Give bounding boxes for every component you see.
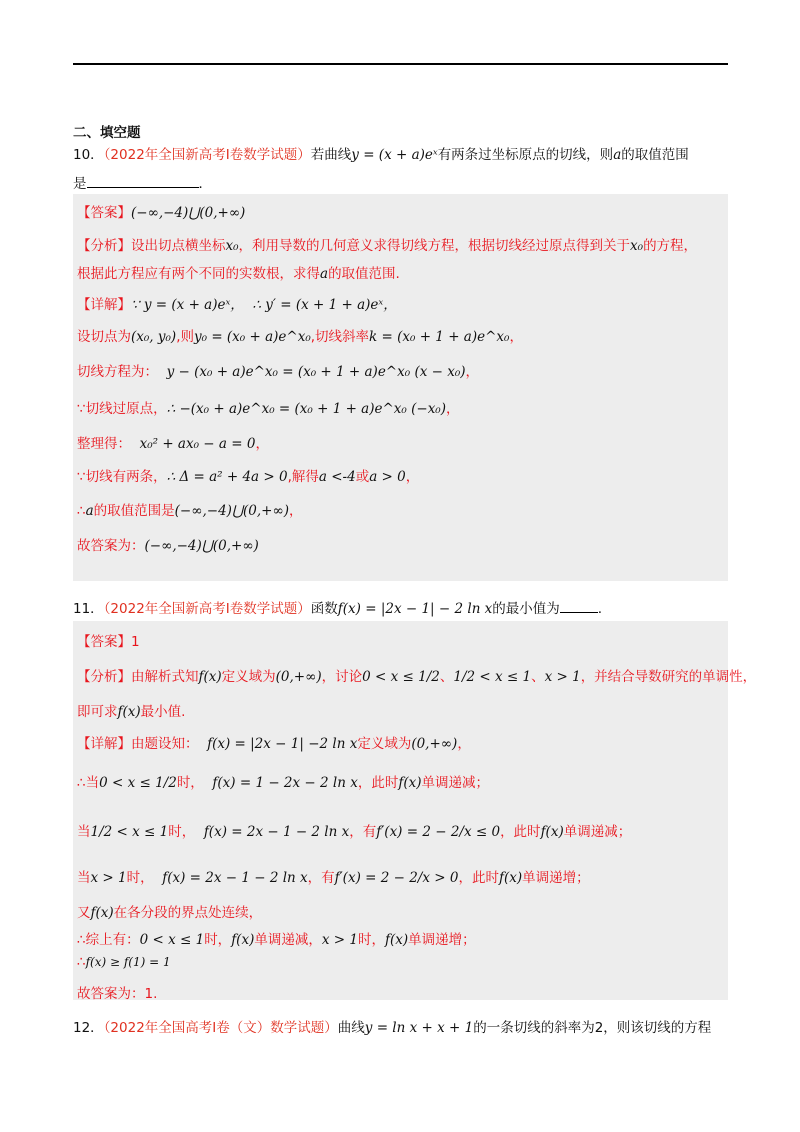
q11-detail-label: 【详解】	[77, 736, 131, 752]
q12-stem	[73, 1016, 711, 1036]
q11-detail-3h: f(x)	[540, 824, 564, 840]
q11-analysis-1i: 、	[531, 669, 545, 685]
q10-detail-6g: ，	[405, 469, 420, 485]
q10-detail-label: 【详解】	[77, 297, 131, 313]
q10-detail-2f: k = (x₀ + 1 + a)e^x₀	[369, 329, 510, 345]
section-title: 二、填空题	[73, 125, 141, 141]
q10-line2: 是	[73, 176, 87, 192]
q11-analysis-2c: 最小值.	[140, 704, 186, 720]
q11-answer-line	[77, 630, 140, 650]
q10-detail-line4	[77, 397, 459, 417]
q11-detail-6g: 时，	[357, 932, 385, 948]
q10-answer-blank	[87, 187, 199, 188]
q10-detail-6b: ∴ Δ = a² + 4a > 0	[166, 469, 288, 485]
q10-detail-7d: (−∞,−4)⋃(0,+∞)	[174, 503, 289, 519]
q10-detail-line1	[77, 293, 397, 313]
q10-detail-4a: ∵切线过原点，	[77, 401, 167, 417]
q10-detail-6d: a <-4	[318, 469, 356, 485]
q10-detail-8a: 故答案为：	[77, 538, 145, 554]
q11-detail-4f: f′(x) = 2 − 2/x > 0	[334, 870, 459, 886]
q10-detail-4b: ∴ −(x₀ + a)e^x₀ = (x₀ + 1 + a)e^x₀ (−x₀)	[166, 401, 446, 417]
q11-detail-5b: f(x)	[90, 905, 114, 921]
q10-analysis-var-a: a	[320, 266, 329, 282]
q10-analysis-x0: x₀	[225, 238, 239, 254]
q10-detail-3a: 切线方程为：	[77, 364, 158, 380]
q10-text-b: 有两条过坐标原点的切线，则	[437, 147, 614, 163]
q11-detail-6a: ∴综上有：	[77, 932, 140, 948]
q11-answer: 1	[131, 634, 140, 650]
q11-detail-3c: 时，	[168, 824, 196, 840]
q10-analysis-label: 【分析】	[77, 238, 131, 254]
q10-line2-end: ．	[198, 176, 212, 192]
q11-detail-4d: f(x) = 2x − 1 − 2 ln x	[162, 870, 308, 886]
q11-analysis-1h: 1/2 < x ≤ 1	[453, 669, 532, 685]
q10-detail-3c: ，	[465, 364, 480, 380]
q11-detail-4c: 时，	[126, 870, 154, 886]
q11-detail-line2	[77, 771, 489, 791]
q10-detail-6a: ∵切线有两条，	[77, 469, 167, 485]
q10-number: 10．	[73, 147, 104, 163]
q11-text-a: 函数	[310, 601, 338, 617]
q10-analysis-line2	[77, 262, 400, 282]
q10-detail-8b: (−∞,−4)⋃(0,+∞)	[144, 538, 259, 554]
q11-answer-label: 【答案】	[77, 634, 131, 650]
q11-analysis-1c: 定义域为	[221, 669, 276, 685]
q10-analysis-x0-2: x₀	[630, 238, 644, 254]
q11-detail-line6	[77, 928, 476, 948]
q11-detail-2c: 时，	[176, 775, 204, 791]
q10-analysis-2b: 的取值范围.	[328, 266, 400, 282]
q10-analysis-line1	[77, 234, 697, 254]
q11-detail-1d: (0,+∞)	[411, 736, 458, 752]
q11-detail-6b: 0 < x ≤ 1	[139, 932, 205, 948]
q10-detail-6f: a > 0	[369, 469, 406, 485]
q10-text-a: 若曲线	[310, 147, 352, 163]
q11-answer-blank	[560, 612, 598, 613]
q10-detail-7b: a	[85, 503, 94, 519]
q12-text-a: 曲线	[337, 1020, 365, 1036]
q12-text-b: 的一条切线的斜率为2，则该切线的方程	[473, 1020, 712, 1036]
q11-detail-7b: f(x) ≥ f(1) = 1	[85, 955, 171, 969]
q11-analysis-label: 【分析】	[77, 669, 131, 685]
q11-detail-6e: 单调递减，	[254, 932, 322, 948]
q11-detail-5c: 在各分段的界点处连续，	[113, 905, 263, 921]
q11-detail-4g: ，此时	[458, 870, 499, 886]
q11-analysis-1f: 0 < x ≤ 1/2	[362, 669, 440, 685]
q11-detail-line1	[77, 732, 471, 752]
q11-detail-3i: 单调递减；	[563, 824, 632, 840]
q11-detail-6d: f(x)	[231, 932, 255, 948]
q11-analysis-1k: ，并结合导数研究的单调性，	[580, 669, 757, 685]
q11-source: （2022年全国新高考Ⅰ卷数学试题）	[103, 601, 311, 617]
q10-detail-2a: 设切点为	[77, 329, 131, 345]
q11-detail-8a: 故答案为：1.	[77, 986, 158, 1002]
q10-detail-7a: ∴	[77, 503, 86, 519]
q11-detail-line3	[77, 820, 631, 840]
q10-detail-7c: 的取值范围是	[93, 503, 175, 519]
q10-detail-1b: ∴ y′ = (x + 1 + a)eˣ，	[252, 297, 397, 313]
q11-detail-2f: f(x)	[398, 775, 422, 791]
q11-detail-5a: 又	[77, 905, 91, 921]
q10-detail-2d: y₀ = (x₀ + a)e^x₀	[193, 329, 311, 345]
q10-detail-6e: 或	[355, 469, 370, 485]
q11-text-b: 的最小值为	[492, 601, 560, 617]
q11-detail-2a: ∴当	[77, 775, 100, 791]
q11-analysis-line1	[77, 665, 756, 685]
q10-detail-line2	[77, 325, 523, 345]
q11-detail-line5	[77, 901, 262, 921]
q11-analysis-1g: 、	[439, 669, 454, 685]
q10-detail-line5	[77, 432, 269, 452]
q11-detail-6c: 时，	[204, 932, 232, 948]
q11-analysis-1e: ，讨论	[321, 669, 363, 685]
q11-detail-3f: f′(x) = 2 − 2/x ≤ 0	[376, 824, 501, 840]
q11-analysis-2b: f(x)	[117, 704, 141, 720]
q11-detail-4b: x > 1	[90, 870, 127, 886]
q11-text-end: .	[597, 601, 603, 617]
q10-detail-line3	[77, 360, 479, 380]
q11-detail-4h: f(x)	[498, 870, 523, 886]
q10-detail-1a: ∵ y = (x + a)eˣ，	[131, 297, 244, 313]
q10-analysis-1c: 的方程，	[643, 238, 698, 254]
q11-detail-2e: ，此时	[357, 775, 399, 791]
q11-detail-7a: ∴	[77, 954, 86, 970]
q11-detail-line4	[77, 866, 590, 886]
q11-analysis-1a: 由解析式知	[131, 669, 199, 685]
q10-detail-line6	[77, 465, 419, 485]
q11-detail-6h: f(x)	[384, 932, 409, 948]
q11-detail-2b: 0 < x ≤ 1/2	[99, 775, 177, 791]
q10-detail-5c: ，	[255, 436, 269, 452]
q11-detail-4i: 单调递增；	[522, 870, 590, 886]
q10-detail-4c: ，	[445, 401, 460, 417]
q10-detail-2c: ,则	[176, 329, 194, 345]
q10-detail-line8	[77, 534, 259, 554]
q11-detail-line7	[77, 954, 171, 970]
q10-answer-label: 【答案】	[77, 205, 131, 221]
q11-detail-2g: 单调递减；	[421, 775, 489, 791]
q10-analysis-2a: 根据此方程应有两个不同的实数根，求得	[77, 266, 320, 282]
q10-detail-2g: ，	[509, 329, 523, 345]
q11-detail-3g: ，此时	[500, 824, 541, 840]
q10-detail-5a: 整理得：	[77, 436, 131, 452]
q11-analysis-1d: (0,+∞)	[275, 669, 322, 685]
q11-stem	[73, 597, 602, 617]
q10-analysis-1a: 设出切点横坐标	[131, 238, 226, 254]
q10-detail-2e: ,切线斜率	[310, 329, 370, 345]
q10-stem-line1	[73, 143, 689, 163]
q11-analysis-2a: 即可求	[77, 704, 118, 720]
q10-detail-2b: (x₀, y₀)	[131, 329, 177, 345]
q10-source: （2022年全国新高考Ⅰ卷数学试题）	[103, 147, 311, 163]
q11-detail-1e: ，	[457, 736, 471, 752]
q11-detail-6i: 单调递增；	[408, 932, 476, 948]
q11-detail-4e: ，有	[307, 870, 335, 886]
q10-analysis-1b: ，利用导数的几何意义求得切线方程，根据切线经过原点得到关于	[238, 238, 631, 254]
q11-detail-4a: 当	[77, 870, 91, 886]
q12-number: 12．	[73, 1020, 104, 1036]
q12-formula: y = ln x + x + 1	[364, 1020, 474, 1036]
q11-detail-3e: ，有	[349, 824, 377, 840]
q11-number: 11．	[73, 601, 104, 617]
q10-detail-3b: y − (x₀ + a)e^x₀ = (x₀ + 1 + a)e^x₀ (x − x₀)	[166, 364, 466, 380]
q11-detail-1c: 定义域为	[357, 736, 412, 752]
q11-detail-1a: 由题设知：	[131, 736, 199, 752]
q11-formula: f(x) = |2x − 1| − 2 ln x	[337, 601, 493, 617]
q11-analysis-line2	[77, 700, 185, 720]
q11-detail-3a: 当	[77, 824, 91, 840]
q10-detail-5b: x₀² + ax₀ − a = 0	[139, 436, 256, 452]
q11-detail-1b: f(x) = |2x − 1| −2 ln x	[207, 736, 358, 752]
q11-detail-3d: f(x) = 2x − 1 − 2 ln x	[203, 824, 350, 840]
q10-detail-6c: ,解得	[287, 469, 319, 485]
q11-analysis-1b: f(x)	[198, 669, 222, 685]
header-rule	[73, 63, 728, 65]
q10-detail-line7	[77, 499, 302, 519]
q10-formula: y = (x + a)eˣ	[351, 147, 438, 163]
q10-var-a: a	[613, 147, 622, 163]
q10-text-c: 的取值范围	[621, 147, 689, 163]
q11-detail-line8	[77, 982, 157, 1002]
q11-analysis-1j: x > 1	[544, 669, 581, 685]
q11-detail-2d: f(x) = 1 − 2x − 2 ln x	[212, 775, 358, 791]
q11-detail-3b: 1/2 < x ≤ 1	[90, 824, 169, 840]
q10-stem-line2	[73, 172, 212, 192]
q10-answer-line	[77, 201, 245, 221]
q10-detail-7e: ，	[288, 503, 303, 519]
q10-answer: (−∞,−4)⋃(0,+∞)	[131, 205, 246, 221]
q11-detail-6f: x > 1	[321, 932, 358, 948]
q12-source: （2022年全国高考Ⅰ卷（文）数学试题）	[103, 1020, 338, 1036]
